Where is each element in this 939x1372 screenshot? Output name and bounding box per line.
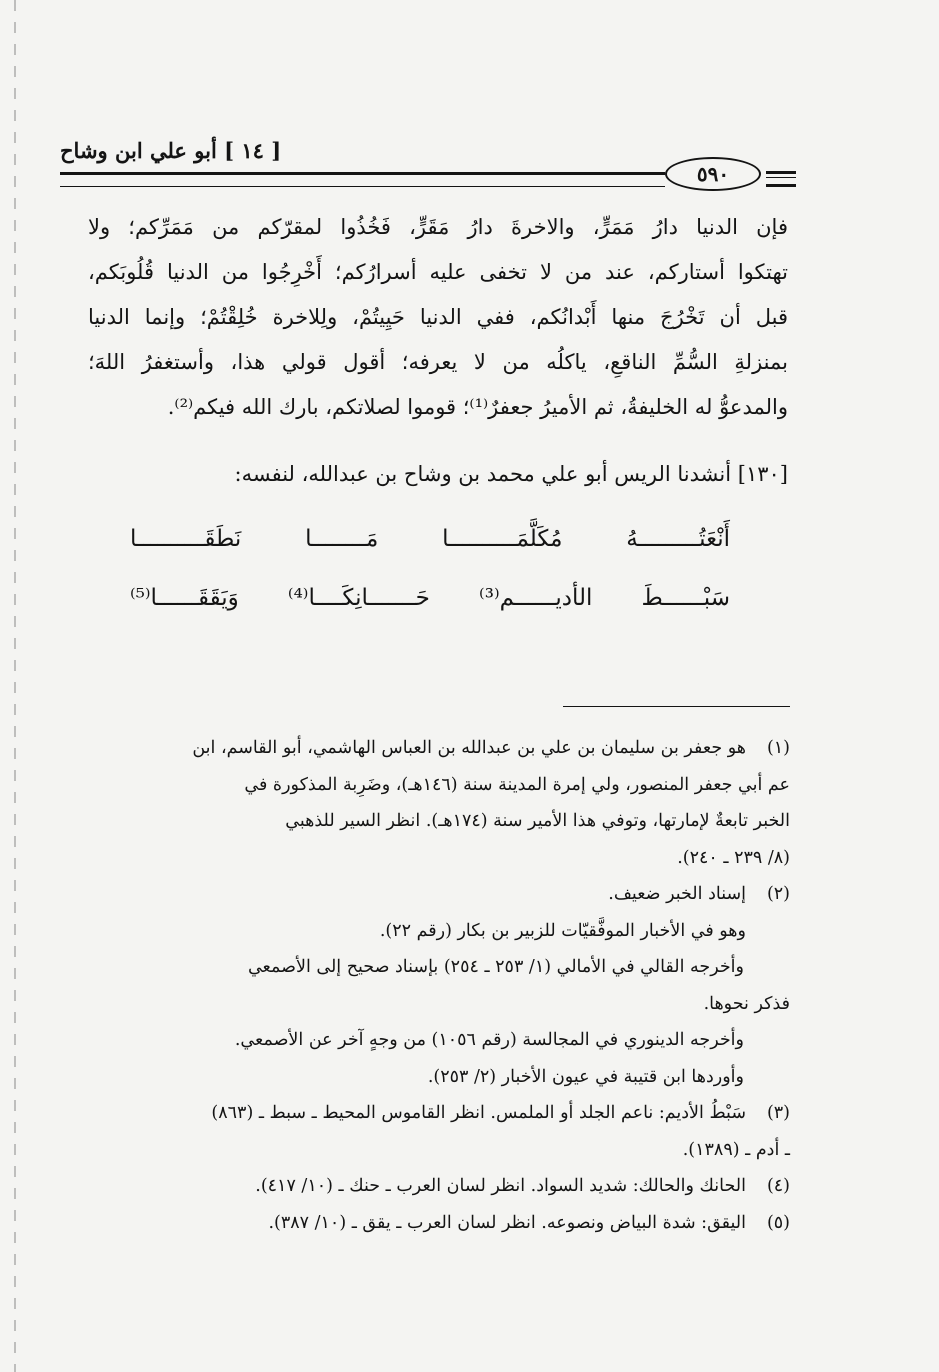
footnote <box>68 876 790 1095</box>
poem-verse-2: سَبْــــــطَ الأديــــــم⁽³⁾ حَـــــــانِكَــــا⁽⁴⁾ وَيَقَقَــــــا⁽⁵⁾ <box>130 585 730 611</box>
footnote-body <box>68 876 790 1095</box>
footnote-body <box>68 1095 790 1168</box>
main-text-line: قبل أن تَخْرُجَ منها أَبْدانُكم، ففي الدنيا حَيِيتُمْ، ولِلاخرة خُلِقْتُمْ؛ وإنما الدنيا <box>88 305 788 329</box>
footnote-line: (٨/ ٢٣٩ ـ ٢٤٠). <box>677 847 790 868</box>
running-header: [ ١٤ ] أبو علي ابن وشاح <box>60 138 282 163</box>
footnote-number: (٥) <box>766 1212 790 1233</box>
footnote <box>68 730 790 876</box>
footnote-number: (٣) <box>766 1103 790 1123</box>
footnote-line: اليقق: شدة البياض ونصوعه. انظر لسان العرب ـ يقق ـ (١٠/ ٣٨٧). <box>268 1212 746 1233</box>
page-number: ٥٩٠ <box>665 157 761 191</box>
footnote-number: (١) <box>766 738 790 758</box>
poem-verse-1: أَنْعَتُـــــــــهُ مُكَلَّمَــــــــــا مَــــــــا نَطَقَــــــــــا <box>130 526 730 552</box>
main-text <box>88 205 788 430</box>
footnote-line: وأخرجه الدينوري في المجالسة (رقم ١٠٥٦) من وجهٍ آخر عن الأصمعي. <box>234 1030 744 1050</box>
footnote-line: الحانك والحالك: شديد السواد. انظر لسان العرب ـ حنك ـ (١٠/ ٤١٧). <box>255 1176 746 1196</box>
footnote-line: ـ أدم ـ (١٣٨٩). <box>682 1139 790 1160</box>
footnote-line: وأوردها ابن قتيبة في عيون الأخبار (٢/ ٢٥٣). <box>427 1066 744 1087</box>
main-text-line: فإن الدنيا دارُ مَمَرٍّ، والاخرةَ دارُ مَقَرٍّ، فَخُذُوا لمقرّكم من مَمَرِّكم؛ ولا <box>88 215 788 239</box>
header-ornament <box>766 171 796 187</box>
footnote-line: هو جعفر بن سليمان بن علي بن عبدالله بن العباس الهاشمي، أبو القاسم، ابن <box>192 738 746 758</box>
footnote-line: وهو في الأخبار الموفَّقيّات للزبير بن بكار (رقم ٢٢). <box>379 920 746 941</box>
poem-intro: [١٣٠] أنشدنا الريس أبو علي محمد بن وشاح بن عبدالله، لنفسه: <box>234 462 788 486</box>
footnote-line: سَبْطُ الأديم: ناعم الجلد أو الملمس. انظر القاموس المحيط ـ سبط ـ (٨٦٣) <box>211 1103 746 1123</box>
footnote <box>68 1168 790 1205</box>
scan-edge-marks <box>14 0 16 1372</box>
footnote-number: (٤) <box>766 1176 790 1196</box>
footnote-body <box>68 730 790 876</box>
footnote-line: فذكر نحوها. <box>703 993 790 1014</box>
footnote-number: (٢) <box>766 884 790 904</box>
footnote-line: الخبر تابعةٌ لإمارتها، وتوفي هذا الأمير سنة (١٧٤هـ). انظر السير للذهبي <box>285 811 790 831</box>
footnote-line: وأخرجه القالي في الأمالي (١/ ٢٥٣ ـ ٢٥٤) بإسناد صحيح إلى الأصمعي <box>247 957 744 977</box>
footnotes <box>68 730 790 1241</box>
footnote-body <box>68 1168 746 1205</box>
main-text-line: والمدعوُّ له الخليفةُ، ثم الأميرُ جعفرٌ⁽¹⁾؛ قوموا لصلاتكم، بارك الله فيكم⁽²⁾. <box>167 395 788 419</box>
header-rule <box>60 172 665 187</box>
footnote-separator <box>563 706 790 707</box>
footnote-line: عم أبي جعفر المنصور، ولي إمرة المدينة سنة (١٤٦هـ)، وضَرِبة المذكورة في <box>244 774 790 795</box>
footnote <box>68 1205 790 1242</box>
main-text-line: بمنزلةِ السُّمِّ الناقعِ، ياكلُه من لا يعرفه؛ أقول قولي هذا، وأستغفرُ اللهَ؛ <box>88 350 788 374</box>
main-text-line: تهتكوا أستاركم، عند من لا تخفى عليه أسرارُكم؛ أَخْرِجُوا من الدنيا قُلُوبَكم، <box>88 260 788 284</box>
footnote <box>68 1095 790 1168</box>
footnote-body <box>68 1205 746 1242</box>
footnote-line: إسناد الخبر ضعيف. <box>608 884 746 904</box>
